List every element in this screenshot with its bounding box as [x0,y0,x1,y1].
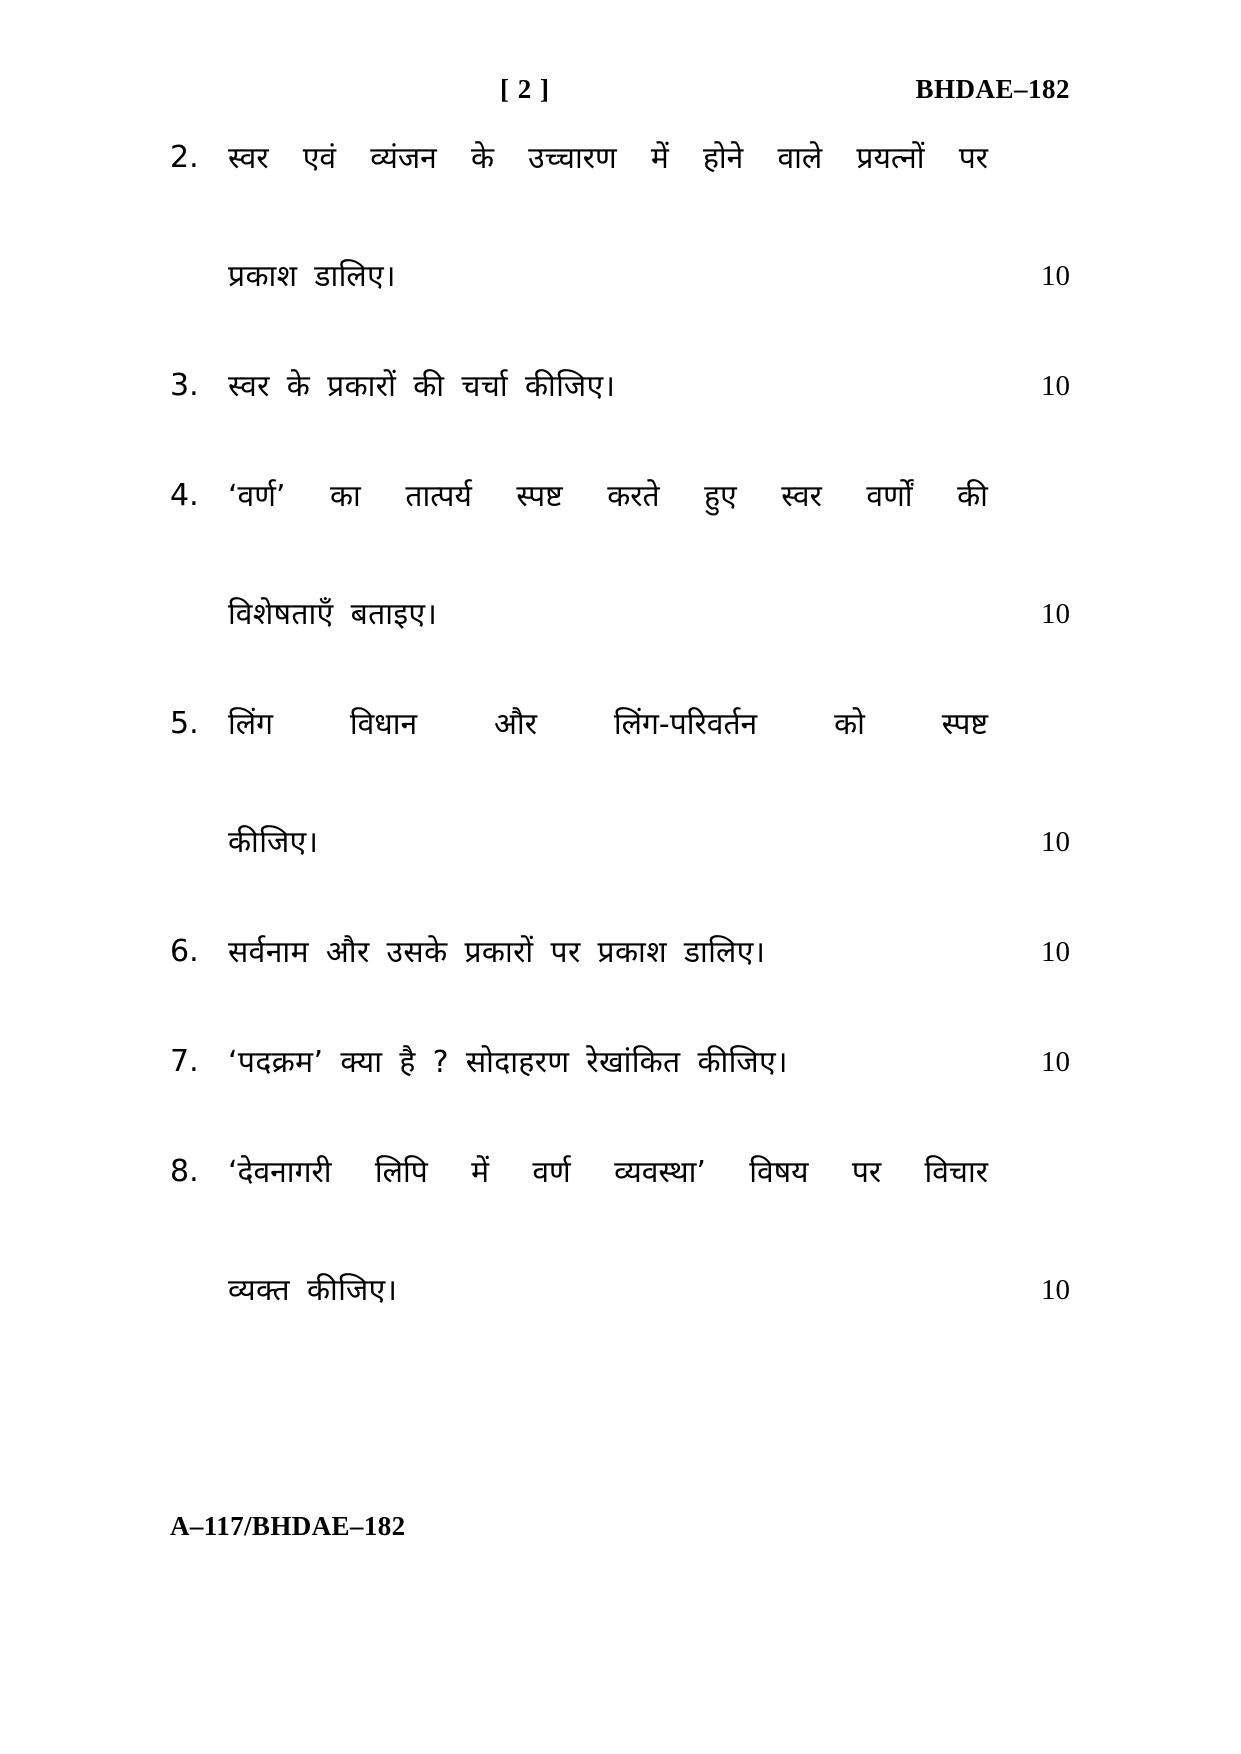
question-word: हुए [704,479,737,514]
question-word: स्वर [228,141,269,176]
question-number: 4. [170,478,199,513]
question-word: व्यवस्था’ [614,1155,706,1190]
question-line [170,596,1070,658]
question-marks: 10 [1041,598,1070,630]
question-word: लिंग-परिवर्तन [613,707,758,742]
question-line [170,934,1070,996]
question-word: का [330,479,361,514]
question-text [228,140,988,178]
question-word: स्पष्ट [941,707,988,742]
question-word: व्यंजन [370,141,437,176]
question-number: 3. [170,368,199,403]
question-line [170,140,1070,202]
question-word: उच्चारण [528,141,617,176]
question-text: स्वर के प्रकारों की चर्चा कीजिए। [228,369,616,404]
question-marks: 10 [1041,1046,1070,1078]
question-number: 5. [170,706,199,741]
page-header [170,74,1070,114]
question-word: और [494,707,538,742]
paper-code: BHDAE–182 [915,74,1070,104]
question-text: प्रकाश डालिए। [228,259,396,294]
question-text: विशेषताएँ बताइए। [228,597,438,632]
question-marks: 10 [1041,1274,1070,1306]
question-marks: 10 [1041,826,1070,858]
question-word: ‘वर्ण’ [228,479,286,514]
question-number: 8. [170,1154,199,1189]
question-line [170,1044,1070,1106]
question-word: तात्पर्य [405,479,472,514]
question-number: 7. [170,1044,199,1079]
question-text [228,1154,988,1192]
question-word: ‘देवनागरी [228,1155,332,1190]
question-text: सर्वनाम और उसके प्रकारों पर प्रकाश डालिए। [228,935,766,970]
question-line [170,368,1070,430]
question-line [170,258,1070,320]
question-word: में [650,141,669,176]
question-marks: 10 [1041,370,1070,402]
question-line [170,478,1070,540]
question-word: करते [607,479,660,514]
question-word: पर [958,141,988,176]
question-text: कीजिए। [228,825,319,860]
question-word: वर्णों [866,479,913,514]
question-word: प्रयत्नों [856,141,925,176]
question-word: वर्ण [532,1155,571,1190]
question-text [228,706,988,744]
question-text: ‘पदक्रम’ क्या है ? सोदाहरण रेखांकित कीजिए। [228,1045,788,1080]
question-line [170,706,1070,768]
question-line [170,1154,1070,1216]
page-number: [ 2 ] [500,74,550,104]
question-word: को [834,707,865,742]
question-list [170,140,1070,1382]
question-word: लिपि [374,1155,428,1190]
question-word: पर [851,1155,882,1190]
question-word: होने [702,141,744,176]
question-text [228,478,988,516]
question-word: स्पष्ट [516,479,563,514]
question-marks: 10 [1041,936,1070,968]
question-marks: 10 [1041,260,1070,292]
question-number: 2. [170,140,199,175]
question-text: व्यक्त कीजिए। [228,1273,398,1308]
question-number: 6. [170,934,199,969]
question-line [170,824,1070,886]
question-word: एवं [302,141,337,176]
question-word: विधान [349,707,418,742]
question-word: विचार [924,1155,988,1190]
question-word: विषय [749,1155,809,1190]
question-word: के [470,141,494,176]
question-word: लिंग [228,707,273,742]
footer-paper-code: A–117/BHDAE–182 [170,1511,406,1541]
question-word: की [957,479,988,514]
question-word: स्वर [781,479,822,514]
question-line [170,1272,1070,1334]
question-word: में [471,1155,490,1190]
question-word: वाले [777,141,823,176]
